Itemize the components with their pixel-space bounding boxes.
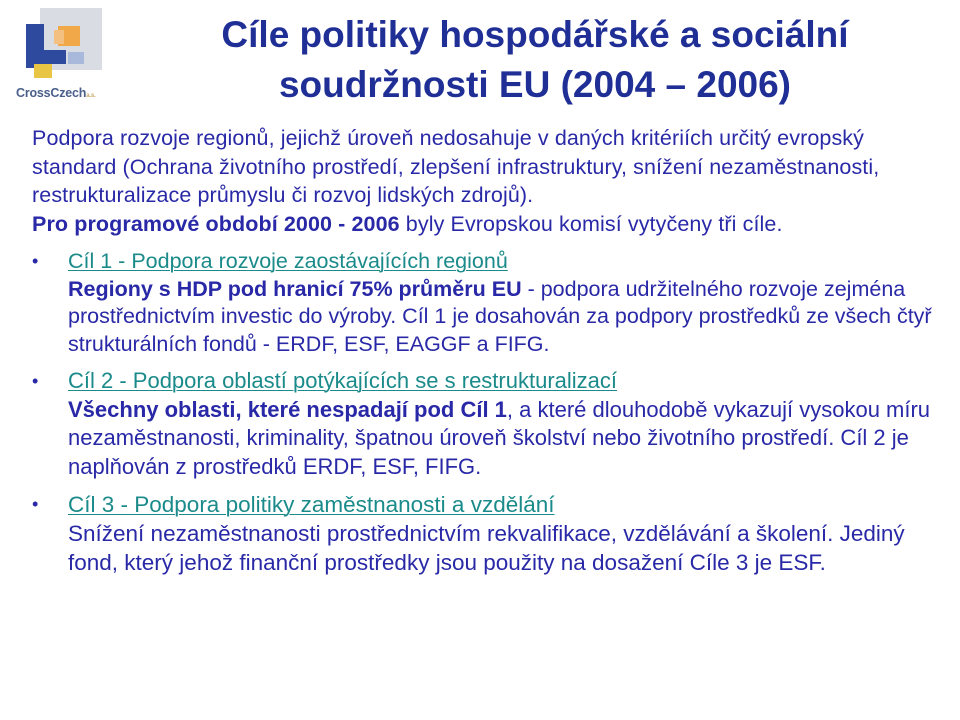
goal-1-bold: Regiony s HDP pod hranicí 75% průměru EU: [68, 276, 522, 301]
logo-name: CrossCzech: [16, 86, 87, 100]
intro-text-1: Podpora rozvoje regionů, jejichž úroveň nedosahuje v daných kritériích určitý evropský standard (Ochrana životního prostředí, zlepšení infrastruktury, snížení nezaměstnanosti, restrukturalizace průmyslu či rozvoj lidských zdrojů).: [32, 126, 880, 207]
logo-text: [16, 86, 95, 100]
goal-2-bold: Všechny oblasti, které nespadají pod Cíl 1: [68, 396, 507, 422]
title-line-2: soudržnosti EU (2004 – 2006): [278, 64, 792, 105]
goal-item-2: [32, 367, 942, 481]
logo-mark-icon: [6, 6, 114, 86]
goal-item-1: [32, 248, 942, 358]
logo-suffix: a.s.: [86, 93, 96, 99]
goal-2-link[interactable]: Cíl 2 - Podpora oblastí potýkajících se s restrukturalizací: [68, 368, 618, 393]
goal-1-link[interactable]: Cíl 1 - Podpora rozvoje zaostávajících regionů: [68, 249, 508, 273]
crossczech-logo: [6, 6, 114, 114]
goal-1-text: - podpora udržitelného rozvoje zejména prostřednictvím investic do výroby. Cíl 1 je dosahován za podpory prostředků ze všech čtyř strukturálních fondů - ERDF, ESF, EAGGF a FIFG.: [68, 276, 932, 356]
goal-3-link[interactable]: Cíl 3 - Podpora politiky zaměstnanosti a vzdělání: [68, 492, 555, 517]
goal-3-text: Snížení nezaměstnanosti prostřednictvím rekvalifikace, vzdělávání a školení. Jediný fond, který jehož finanční prostředky jsou použity na dosažení Cíle 3 je ESF.: [68, 521, 905, 575]
slide-title: [115, 10, 955, 110]
bullet-icon: •: [32, 251, 39, 271]
goal-2-text: , a které dlouhodobě vykazují vysokou míru nezaměstnanosti, kriminality, špatnou úroveň školství nebo životního prostředí. Cíl 2 je naplňován z prostředků ERDF, ESF, FIFG.: [68, 396, 931, 479]
goal-item-3: [32, 490, 942, 577]
bullet-icon: •: [32, 494, 39, 514]
intro-paragraph: [32, 124, 942, 238]
bullet-icon: •: [32, 371, 39, 391]
title-line-1: Cíle politiky hospodářské a sociální: [221, 14, 849, 55]
intro-bold: Pro programové období 2000 - 2006: [32, 211, 400, 236]
intro-text-2: byly Evropskou komisí vytyčeny tři cíle.: [399, 211, 783, 236]
slide-body: [32, 124, 942, 586]
goals-list: [32, 248, 942, 577]
